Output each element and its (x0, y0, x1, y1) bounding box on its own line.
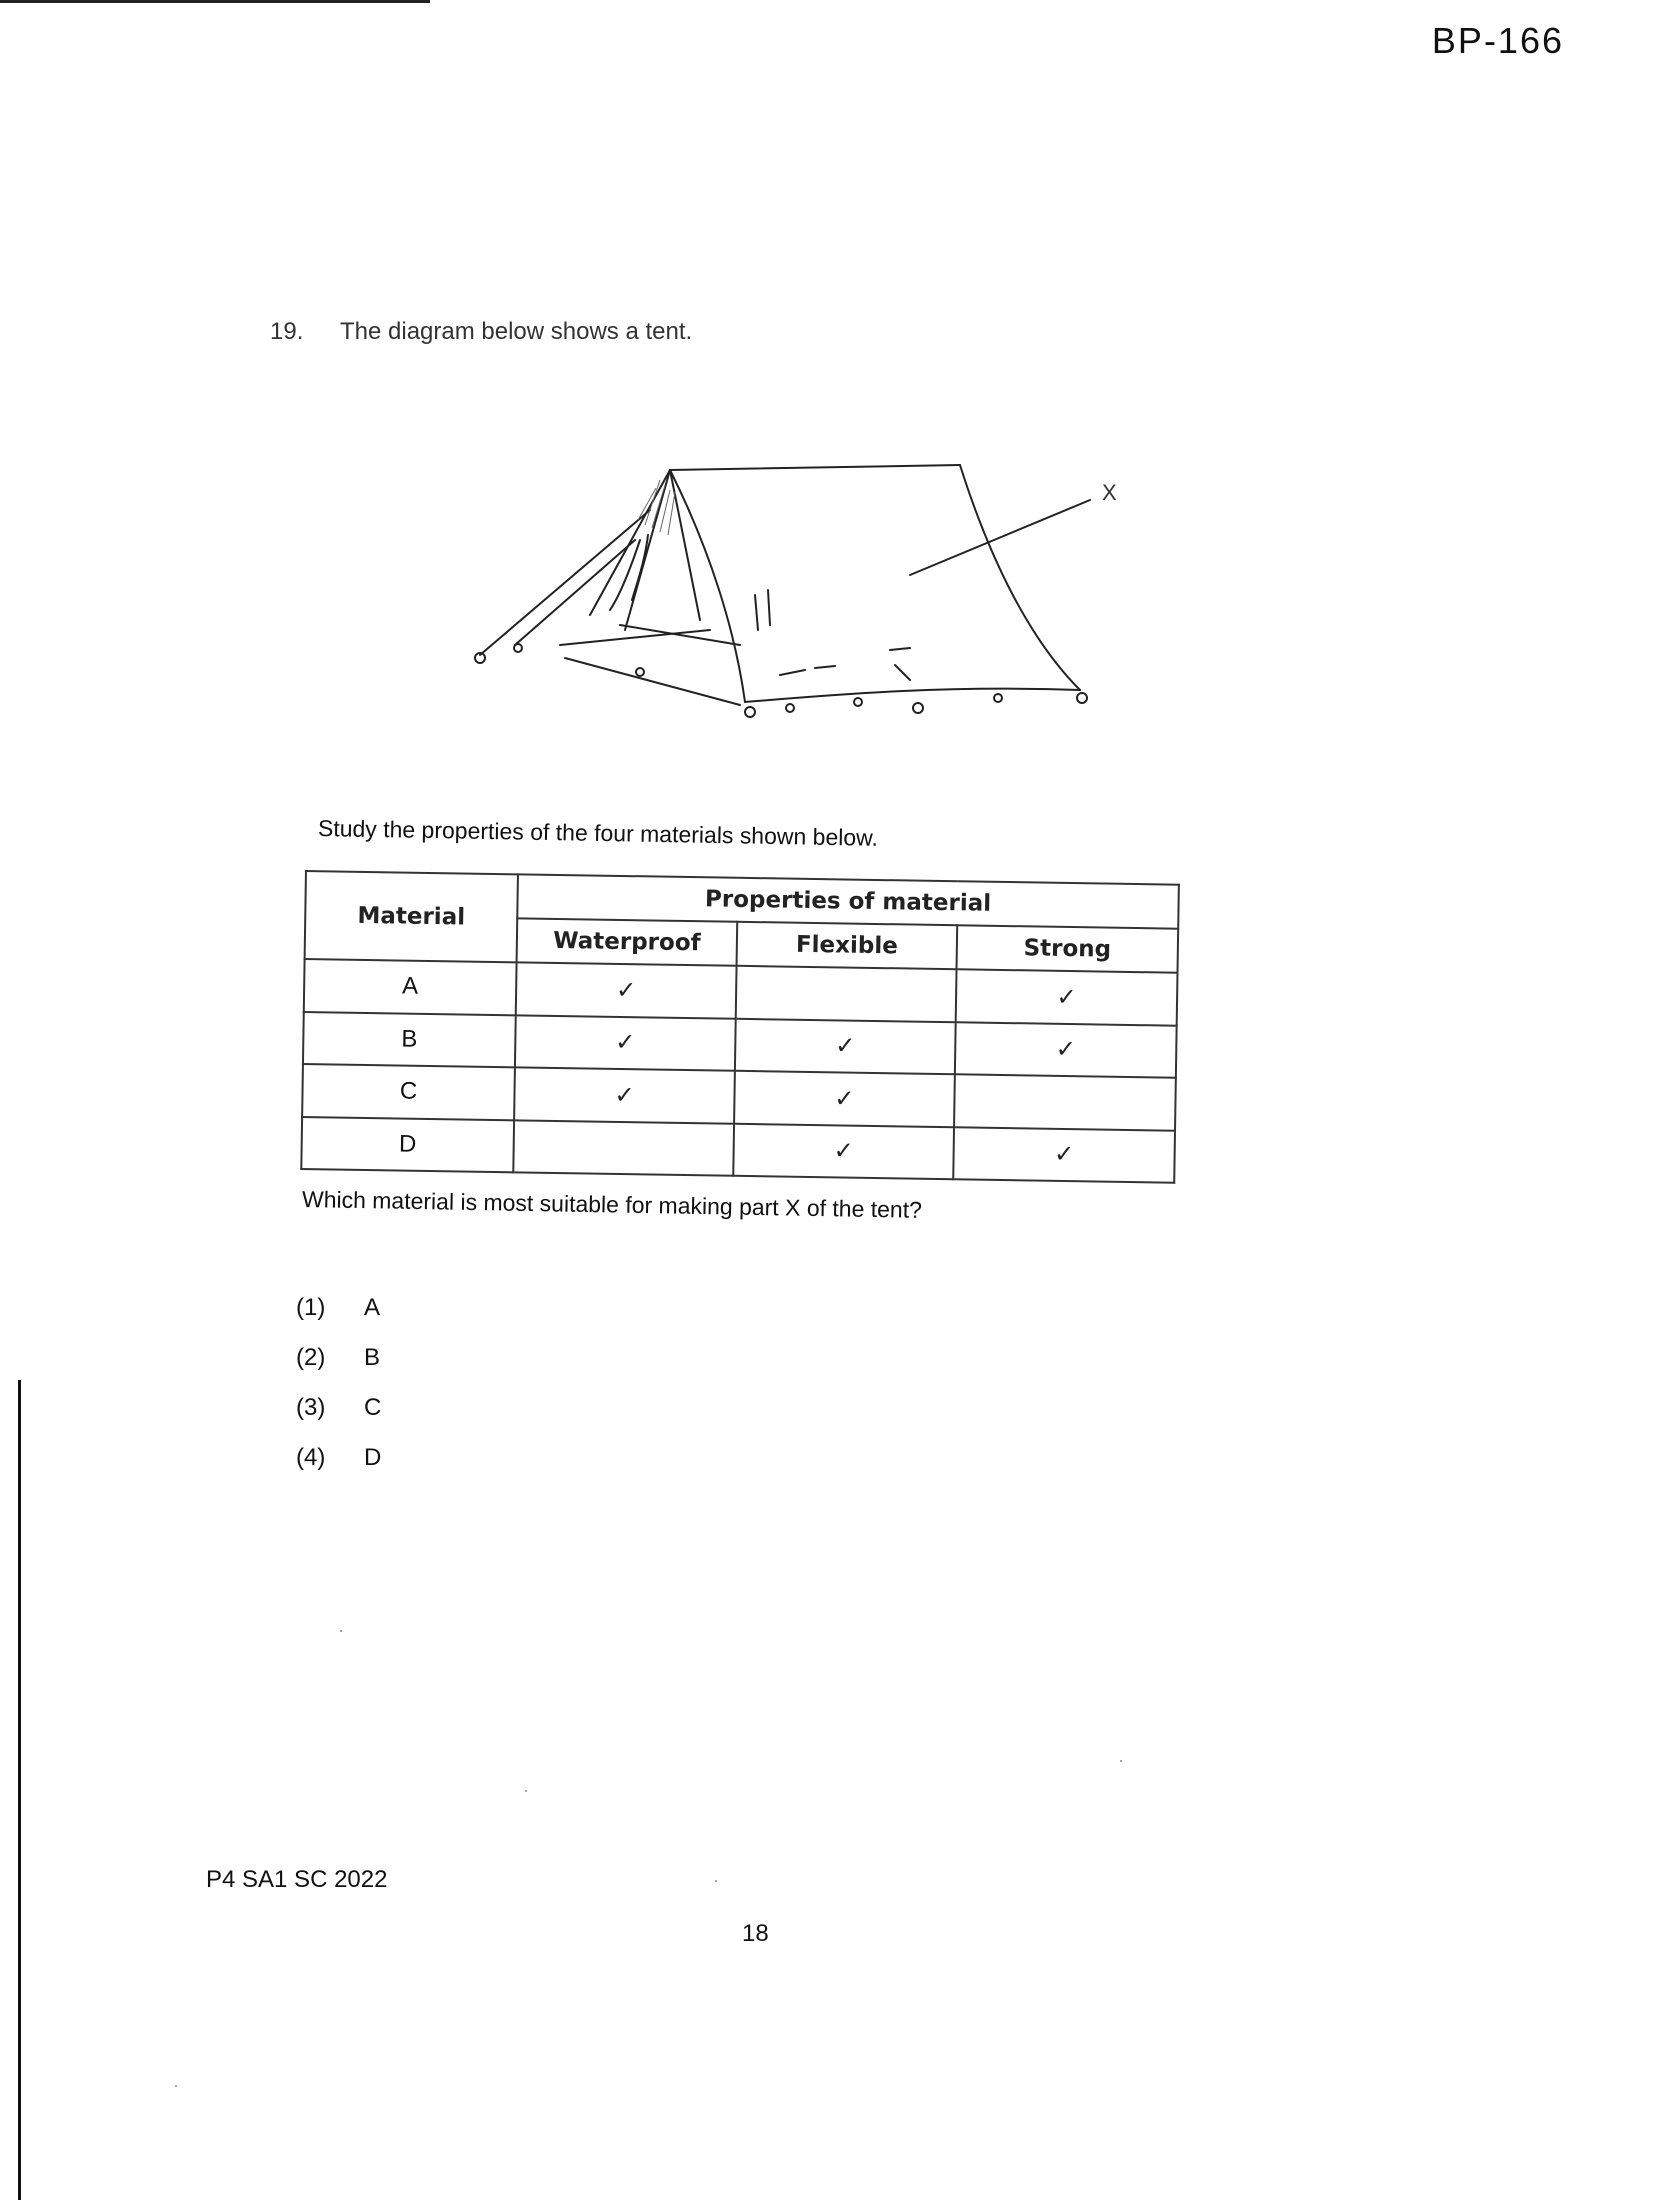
option-label: A (364, 1294, 381, 1321)
option-2[interactable] (296, 1344, 381, 1374)
properties-group-header: Properties of material (517, 874, 1179, 928)
question-number: 19. (270, 318, 304, 345)
material-cell: A (304, 959, 517, 1015)
study-instruction: Study the properties of the four materials shown below. (317, 815, 879, 851)
check-mark-icon: ✓ (516, 962, 737, 1018)
table-cell (513, 1120, 734, 1176)
check-mark-icon: ✓ (956, 969, 1178, 1025)
option-label: D (364, 1444, 382, 1471)
table-cell (954, 1074, 1176, 1130)
page-number: 18 (742, 1920, 769, 1947)
answer-options (296, 1294, 381, 1494)
scan-speck (175, 2085, 177, 2087)
material-cell: D (301, 1116, 514, 1172)
check-mark-icon: ✓ (734, 1071, 955, 1127)
option-number: (3) (296, 1394, 326, 1421)
material-header: Material (305, 871, 518, 962)
option-label: C (364, 1394, 382, 1421)
material-cell: B (303, 1011, 516, 1067)
check-mark-icon: ✓ (515, 1015, 736, 1071)
left-margin-rule (18, 1380, 21, 2200)
scan-speck (340, 1630, 342, 1632)
check-mark-icon: ✓ (514, 1067, 735, 1123)
column-header-strong: Strong (957, 925, 1179, 972)
paper-code: P4 SA1 SC 2022 (206, 1866, 388, 1893)
option-label: B (364, 1344, 381, 1371)
check-mark-icon: ✓ (735, 1018, 956, 1074)
option-4[interactable] (296, 1444, 381, 1474)
tent-illustration (470, 440, 1150, 760)
part-x-label: X (1102, 480, 1117, 505)
question-text: The diagram below shows a tent. (340, 318, 693, 345)
check-mark-icon: ✓ (955, 1022, 1177, 1078)
option-number: (2) (296, 1344, 326, 1371)
top-rule (0, 0, 430, 3)
question-prompt: Which material is most suitable for making part X of the tent? (301, 1186, 923, 1223)
document-code: BP-166 (1431, 20, 1564, 61)
check-mark-icon: ✓ (953, 1127, 1175, 1183)
scan-speck (1120, 1760, 1122, 1762)
scan-speck (525, 1790, 527, 1792)
option-1[interactable] (296, 1294, 381, 1324)
question-heading (270, 318, 692, 346)
material-properties-table (300, 870, 1180, 1184)
option-number: (4) (296, 1444, 326, 1471)
table-cell (736, 966, 957, 1022)
option-3[interactable] (296, 1394, 381, 1424)
scan-speck (715, 1880, 717, 1882)
column-header-flexible: Flexible (737, 922, 958, 969)
column-header-waterproof: Waterproof (517, 918, 738, 965)
check-mark-icon: ✓ (733, 1123, 954, 1179)
option-number: (1) (296, 1294, 326, 1321)
material-cell: C (302, 1064, 515, 1120)
